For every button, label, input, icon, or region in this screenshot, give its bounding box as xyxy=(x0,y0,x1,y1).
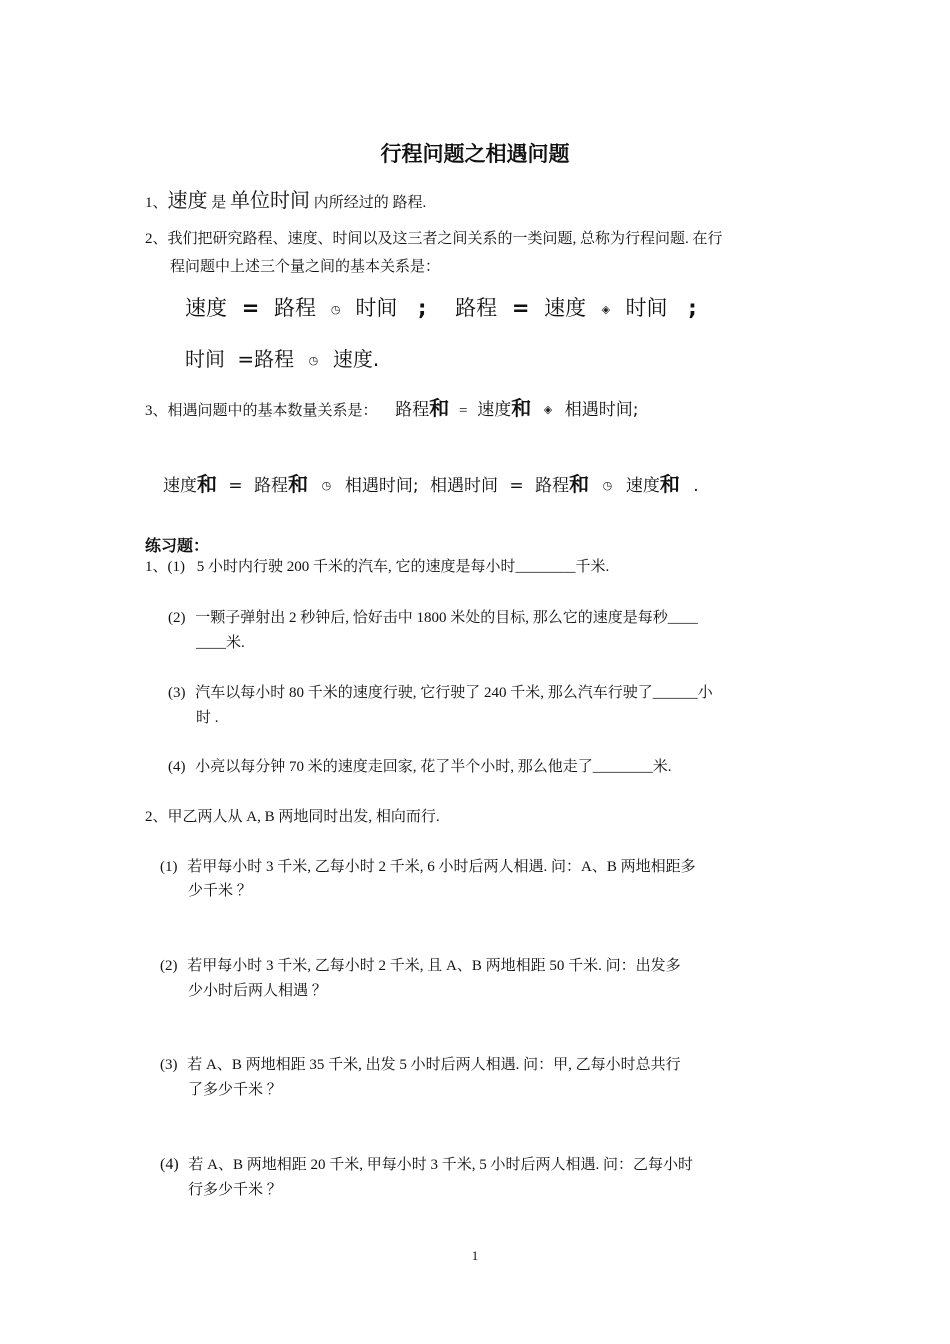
question-1-2-cont: ____米. xyxy=(196,635,245,651)
formula-term: 路程 xyxy=(254,476,289,496)
question-2-2-cont: 少小时后两人相遇 ？ xyxy=(188,983,327,999)
formula-term: 时间 xyxy=(355,296,398,320)
question-number: (3) xyxy=(160,1057,178,1073)
formula-term: 和 xyxy=(197,472,217,496)
question-number: 1、(1) xyxy=(145,559,185,575)
paragraph-line: 我们把研究路程、速度、时间以及这三者之间关系的一类问题, 总称为行程问题. 在行 xyxy=(167,231,723,247)
formula-line-1 xyxy=(185,292,697,322)
divide-icon: ◷ xyxy=(330,303,341,316)
page-number: 1 xyxy=(471,1248,479,1263)
formula-term: 和 xyxy=(429,396,450,420)
question-1-3 xyxy=(168,683,713,703)
formula-term: =路程 xyxy=(237,347,295,371)
document-title: 行程问题之相遇问题 xyxy=(380,142,570,166)
question-2-1-cont: 少千米 ？ xyxy=(188,883,252,899)
term-speed: 速度 xyxy=(167,188,208,212)
text-within: 内所经过的 xyxy=(313,195,389,211)
question-text: 若甲每小时 3 千米, 乙每小时 2 千米, 且 A、B 两地相距 50 千米. 问：出发多 xyxy=(187,958,681,974)
question-number: (4) xyxy=(168,759,186,775)
question-number: 2、 xyxy=(145,809,168,825)
formula-term: 和 xyxy=(288,472,309,496)
question-2-2 xyxy=(160,956,681,976)
formula-term: 相遇时间; xyxy=(564,400,639,420)
question-1-4 xyxy=(168,757,672,777)
formula-term: 路程 xyxy=(535,476,570,496)
multiply-icon: ◈ xyxy=(601,303,611,316)
semicolon: ; xyxy=(688,296,697,320)
text-is: 是 xyxy=(211,195,227,211)
formula-term: 速度 xyxy=(477,400,512,420)
question-text: 若甲每小时 3 千米, 乙每小时 2 千米, 6 小时后两人相遇. 问：A、B 两地相距多 xyxy=(187,859,696,875)
formula-term: 速度 xyxy=(544,296,587,320)
formula-term: 时间 xyxy=(185,347,225,371)
formula-term: 相遇时间 xyxy=(430,476,499,496)
num: 1、 xyxy=(145,195,168,211)
question-number: (3) xyxy=(168,685,186,701)
equals-sign: = xyxy=(459,403,468,419)
question-2-3 xyxy=(160,1055,681,1075)
question-2-4 xyxy=(160,1155,693,1175)
formula-term: 路程 xyxy=(455,296,498,320)
question-2 xyxy=(145,807,440,827)
question-text: 小亮以每分钟 70 米的速度走回家, 花了半个小时, 那么他走了________米. xyxy=(195,759,672,775)
formula-term: 速度 xyxy=(163,476,197,496)
formula-term: 相遇时间; xyxy=(344,476,419,496)
divide-icon: ◷ xyxy=(308,354,319,367)
num: 3、 xyxy=(145,403,168,419)
equals-sign: = xyxy=(228,476,243,496)
formula-term: 速度. xyxy=(332,347,380,371)
question-text: 甲乙两人从 A, B 两地同时出发, 相向而行. xyxy=(167,809,440,825)
formula-term: 路程 xyxy=(273,296,316,320)
question-text: 若 A、B 两地相距 35 千米, 出发 5 小时后两人相遇. 问：甲, 乙每小时总共行 xyxy=(187,1057,681,1073)
divide-icon: ◷ xyxy=(321,479,332,492)
intro-paragraph-2 xyxy=(145,229,723,249)
question-1-1 xyxy=(145,557,609,577)
equals-sign: = xyxy=(241,296,260,320)
question-text: 汽车以每小时 80 千米的速度行驶, 它行驶了 240 千米, 那么汽车行驶了______小 xyxy=(195,685,713,701)
question-number: (2) xyxy=(160,958,178,974)
formula-line-3 xyxy=(163,468,699,497)
formula-term: 时间 xyxy=(625,296,668,320)
question-text: 5 小时内行驶 200 千米的汽车, 它的速度是每小时________千米. xyxy=(196,559,610,575)
question-1-2 xyxy=(168,608,698,628)
question-2-3-cont: 了多少千米 ？ xyxy=(188,1082,282,1098)
formula-line-2 xyxy=(185,343,379,372)
equals-sign: = xyxy=(511,296,530,320)
formula-term: 路程 xyxy=(395,400,430,420)
paragraph-text: 相遇问题中的基本数量关系是： xyxy=(167,403,378,419)
question-1-3-cont: 时 . xyxy=(196,710,219,726)
formula-term: 和 xyxy=(659,472,680,496)
num: 2、 xyxy=(145,231,168,247)
divide-icon: ◷ xyxy=(602,479,613,492)
question-number: (4) xyxy=(160,1156,179,1173)
term-unit-time: 单位时间 xyxy=(230,188,311,212)
question-text: 一颗子弹射出 2 秒钟后, 恰好击中 1800 米处的目标, 那么它的速度是每秒____ xyxy=(195,610,698,626)
semicolon: ; xyxy=(418,296,427,320)
formula-term: 和 xyxy=(569,472,590,496)
intro-paragraph-1 xyxy=(145,190,426,213)
question-number: (2) xyxy=(168,610,186,626)
question-text: 若 A、B 两地相距 20 千米, 甲每小时 3 千米, 5 小时后两人相遇. 问：乙每小时 xyxy=(188,1157,693,1173)
formula-term: 速度 xyxy=(625,476,660,496)
question-2-4-cont: 行多少千米 ？ xyxy=(188,1182,282,1198)
intro-paragraph-3 xyxy=(145,398,638,421)
formula-term: . xyxy=(693,476,699,496)
intro-paragraph-2-cont: 程问题中上述三个量之间的基本关系是： xyxy=(170,259,441,275)
formula-term: 速度 xyxy=(185,296,227,320)
formula-term: 和 xyxy=(511,396,532,420)
multiply-icon: ◈ xyxy=(543,404,553,416)
question-number: (1) xyxy=(160,859,178,875)
exercises-heading: 练习题： xyxy=(145,536,210,555)
term-distance: 路程. xyxy=(392,195,427,211)
question-2-1 xyxy=(160,857,696,877)
equals-sign: = xyxy=(509,476,524,496)
